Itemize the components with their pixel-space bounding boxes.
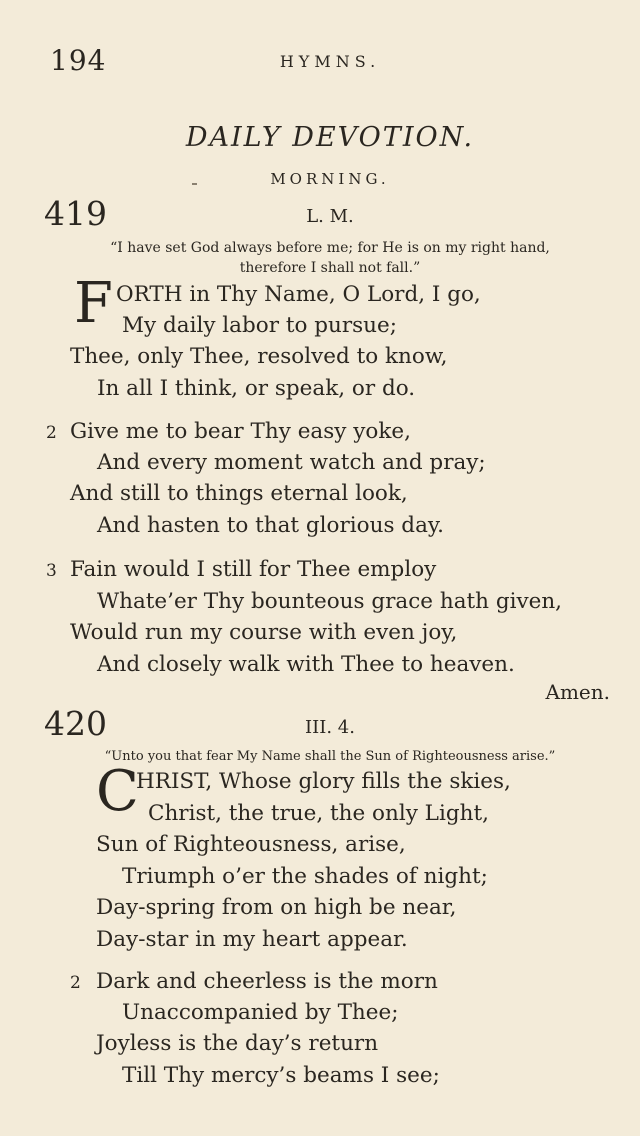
running-head: HYMNS. [279, 52, 381, 71]
hymn-420-v1-line3: Sun of Righteousness, arise, [96, 832, 406, 857]
hymn-419-v3-line3: Would run my course with even joy, [70, 620, 458, 645]
hymn-419-v1-line3: Thee, only Thee, resolved to know, [70, 344, 448, 369]
hymn-420-v2-line3: Joyless is the day’s return [96, 1031, 379, 1056]
stanza-number: 2 [46, 423, 57, 443]
section-title: DAILY DEVOTION. [185, 122, 475, 153]
hymn-420-v1-line1: HRIST, Whose glory fills the skies, [136, 769, 511, 794]
hymn-419-v2-line3: And still to things eternal look, [70, 481, 408, 506]
hymn-epigraph-419-line1: “I have set God always before me; for He is on my right hand, [110, 240, 550, 256]
hymn-419-v1-line4: In all I think, or speak, or do. [97, 376, 416, 401]
hymn-419-v3-line4: And closely walk with Thee to heaven. [97, 652, 515, 677]
drop-cap-420: C [96, 759, 139, 824]
page-number: 194 [50, 44, 107, 77]
stanza-number: 2 [70, 973, 81, 993]
hymn-meter-420: III. 4. [305, 717, 355, 738]
hymn-epigraph-420: “Unto you that fear My Name shall the Sun of Righteousness arise.” [104, 749, 556, 764]
hymn-419-v1-line1: ORTH in Thy Name, O Lord, I go, [116, 282, 481, 307]
hymn-number-419: 419 [44, 194, 107, 233]
amen: Amen. [545, 680, 610, 704]
hymn-420-v1-line4: Triumph o’er the shades of night; [122, 864, 488, 889]
hymn-419-v2-line1: Give me to bear Thy easy yoke, [70, 419, 411, 444]
hymn-419-v3-line2: Whate’er Thy bounteous grace hath given, [97, 589, 563, 614]
hymn-420-v1-line5: Day-spring from on high be near, [96, 895, 457, 920]
drop-cap-419: F [74, 271, 113, 336]
hymn-meter-419: L. M. [306, 206, 354, 227]
hymn-420-v2-line4: Till Thy mercy’s beams I see; [122, 1063, 440, 1088]
stanza-number: 3 [46, 561, 57, 581]
subsection-title: MORNING. [270, 170, 390, 188]
hymn-420-v1-line2: Christ, the true, the only Light, [148, 801, 489, 826]
print-speck [192, 183, 197, 185]
hymn-420-v2-line2: Unaccompanied by Thee; [122, 1000, 399, 1025]
hymn-419-v2-line4: And hasten to that glorious day. [97, 513, 445, 538]
hymn-419-v1-line2: My daily labor to pursue; [122, 313, 397, 338]
hymn-number-420: 420 [44, 704, 107, 743]
hymn-419-v2-line2: And every moment watch and pray; [97, 450, 486, 475]
hymn-419-v3-line1: Fain would I still for Thee employ [70, 557, 437, 582]
hymn-420-v2-line1: Dark and cheerless is the morn [96, 969, 438, 994]
hymn-420-v1-line6: Day-star in my heart appear. [96, 927, 408, 952]
hymn-epigraph-419-line2: therefore I shall not fall.” [239, 260, 421, 276]
